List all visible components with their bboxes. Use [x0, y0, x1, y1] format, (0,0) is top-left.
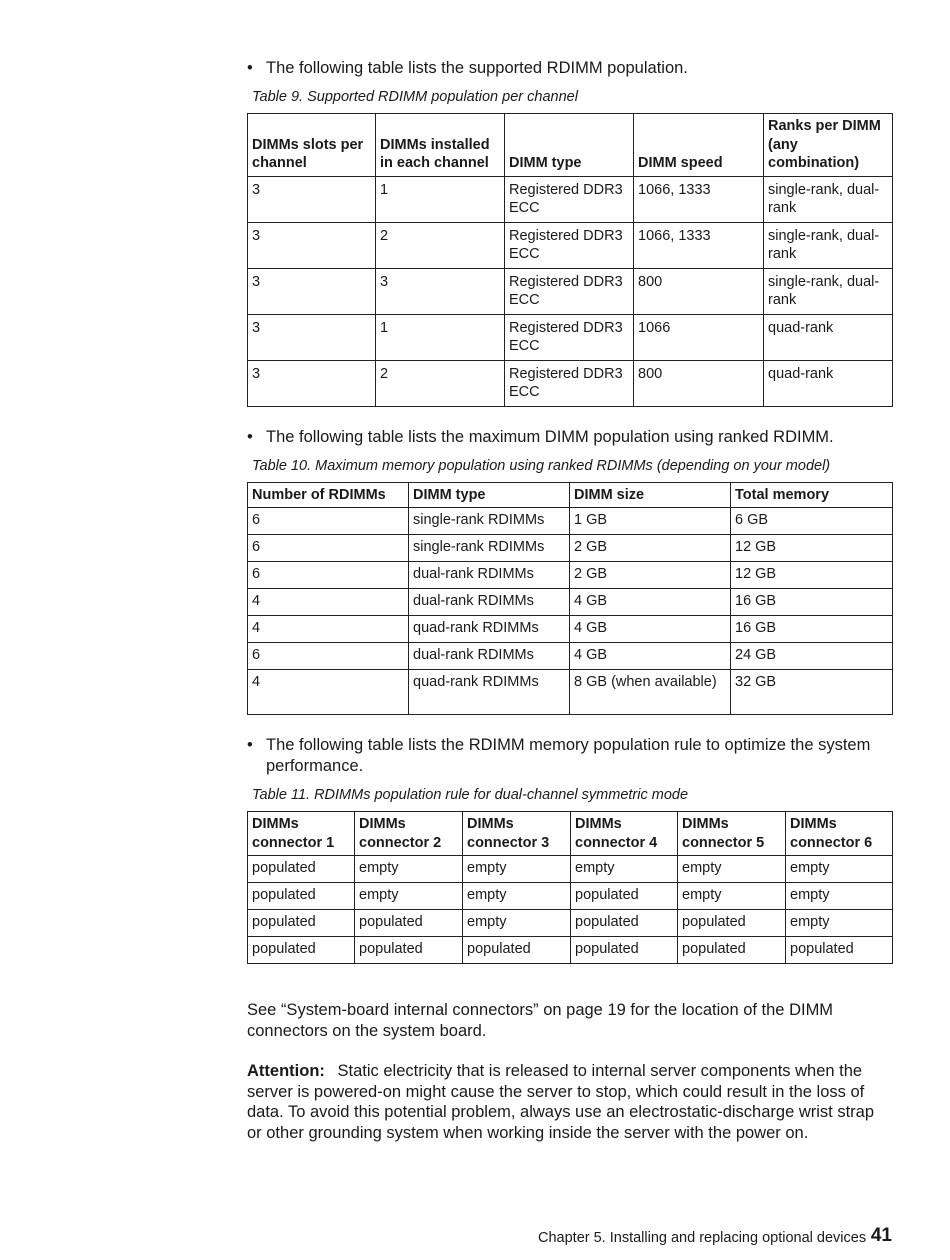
table-cell: single-rank RDIMMs — [409, 508, 570, 535]
table-cell: 24 GB — [731, 643, 893, 670]
table11-header-cell: DIMMs connector 4 — [571, 812, 678, 856]
table-cell: 12 GB — [731, 562, 893, 589]
table-cell: populated — [571, 883, 678, 910]
table-cell: Registered DDR3 ECC — [505, 360, 634, 406]
attention-label: Attention: — [247, 1062, 325, 1080]
table-cell: populated — [248, 883, 355, 910]
table-cell: single-rank, dual-rank — [764, 176, 893, 222]
table-row — [248, 670, 893, 715]
table-cell: 3 — [376, 268, 505, 314]
table-cell: empty — [786, 910, 893, 937]
table-cell: 2 GB — [570, 535, 731, 562]
table11-header-cell: DIMMs connector 2 — [355, 812, 463, 856]
table9-header-cell: DIMM speed — [634, 114, 764, 177]
table-cell: Registered DDR3 ECC — [505, 314, 634, 360]
table-cell: populated — [571, 910, 678, 937]
table-cell: quad-rank RDIMMs — [409, 670, 570, 715]
table-row — [248, 176, 893, 222]
table-cell: empty — [678, 856, 786, 883]
table-cell: Registered DDR3 ECC — [505, 268, 634, 314]
table-cell: 6 — [248, 562, 409, 589]
attention-paragraph — [247, 1061, 892, 1143]
table-cell: 3 — [248, 360, 376, 406]
table-header-row — [248, 482, 893, 508]
table-cell: populated — [786, 937, 893, 964]
table-row — [248, 535, 893, 562]
table-cell: empty — [463, 856, 571, 883]
table9-caption: Table 9. Supported RDIMM population per channel — [252, 89, 578, 105]
table-cell: dual-rank RDIMMs — [409, 643, 570, 670]
table-cell: 3 — [248, 314, 376, 360]
table-row — [248, 937, 893, 964]
table-cell: 1 GB — [570, 508, 731, 535]
table-cell: 800 — [634, 268, 764, 314]
table-cell: 4 — [248, 670, 409, 715]
bullet-intro-table9 — [247, 58, 892, 79]
table-row — [248, 589, 893, 616]
table9-header-cell: DIMMs installed in each channel — [376, 114, 505, 177]
table-cell: 2 GB — [570, 562, 731, 589]
table9-header-cell: Ranks per DIMM (any combination) — [764, 114, 893, 177]
bullet-dot: • — [247, 427, 253, 446]
table-cell: 800 — [634, 360, 764, 406]
table-row — [248, 883, 893, 910]
table-cell: 4 GB — [570, 616, 731, 643]
table-row — [248, 360, 893, 406]
table-cell: 2 — [376, 222, 505, 268]
table11-caption: Table 11. RDIMMs population rule for dual-channel symmetric mode — [252, 787, 689, 803]
attention-text: Static electricity that is released to internal server components when the server is powered-on might cause the server to stop, which could result in the loss of data. To avoid this potential problem, always use an electrostatic-discharge wrist strap or other grounding system when working inside the server with the power on. — [247, 1062, 875, 1142]
intro-table10-text: The following table lists the maximum DIMM population using ranked RDIMM. — [266, 427, 834, 446]
table-cell: quad-rank RDIMMs — [409, 616, 570, 643]
table-cell: empty — [571, 856, 678, 883]
table-cell: 6 — [248, 535, 409, 562]
table-cell: single-rank, dual-rank — [764, 222, 893, 268]
table-cell: 4 — [248, 616, 409, 643]
table-cell: 8 GB (when available) — [570, 670, 731, 715]
table-header-row — [248, 812, 893, 856]
table-cell: 12 GB — [731, 535, 893, 562]
page-number: 41 — [870, 1225, 892, 1246]
table-cell: empty — [355, 883, 463, 910]
table-cell: empty — [463, 910, 571, 937]
table-row — [248, 508, 893, 535]
table-cell: populated — [571, 937, 678, 964]
table-cell: 3 — [248, 268, 376, 314]
table9-header-cell: DIMM type — [505, 114, 634, 177]
table-cell: 3 — [248, 222, 376, 268]
table-cell: 2 — [376, 360, 505, 406]
table-cell: single-rank, dual-rank — [764, 268, 893, 314]
table-row — [248, 222, 893, 268]
table-cell: quad-rank — [764, 360, 893, 406]
table9-header-cell: DIMMs slots per channel — [248, 114, 376, 177]
table11-header-cell: DIMMs connector 6 — [786, 812, 893, 856]
table-cell: 16 GB — [731, 616, 893, 643]
table-header-row — [248, 114, 893, 177]
page-content — [247, 58, 892, 1143]
table-cell: 1066, 1333 — [634, 176, 764, 222]
table10-header-cell: Number of RDIMMs — [248, 482, 409, 508]
table-cell: dual-rank RDIMMs — [409, 589, 570, 616]
table-cell: 6 — [248, 643, 409, 670]
footer-chapter-title: Chapter 5. Installing and replacing optional devices — [538, 1230, 867, 1246]
table-cell: 1 — [376, 176, 505, 222]
table-cell: 1066 — [634, 314, 764, 360]
table-cell: 4 GB — [570, 643, 731, 670]
bullet-intro-table11 — [247, 735, 892, 777]
table-cell: 32 GB — [731, 670, 893, 715]
table10-caption: Table 10. Maximum memory population using ranked RDIMMs (depending on your model) — [252, 457, 831, 474]
table-row — [248, 910, 893, 937]
table10-header-cell: DIMM size — [570, 482, 731, 508]
table10-max-memory-population — [247, 482, 893, 716]
table-cell: 3 — [248, 176, 376, 222]
table-cell: empty — [786, 856, 893, 883]
table11-header-cell: DIMMs connector 5 — [678, 812, 786, 856]
table-cell: quad-rank — [764, 314, 893, 360]
table-cell: empty — [463, 883, 571, 910]
table-cell: populated — [678, 910, 786, 937]
table-cell: 1066, 1333 — [634, 222, 764, 268]
table-cell: 4 — [248, 589, 409, 616]
table-cell: empty — [786, 883, 893, 910]
table-cell: single-rank RDIMMs — [409, 535, 570, 562]
table11-header-cell: DIMMs connector 1 — [248, 812, 355, 856]
table-cell: 16 GB — [731, 589, 893, 616]
table-cell: populated — [463, 937, 571, 964]
table-row — [248, 616, 893, 643]
table10-header-cell: DIMM type — [409, 482, 570, 508]
table-cell: empty — [355, 856, 463, 883]
intro-table9-text: The following table lists the supported RDIMM population. — [266, 59, 688, 77]
table-cell: 1 — [376, 314, 505, 360]
table-row — [248, 314, 893, 360]
table-cell: 6 — [248, 508, 409, 535]
table-cell: Registered DDR3 ECC — [505, 222, 634, 268]
table11-header-cell: DIMMs connector 3 — [463, 812, 571, 856]
table-cell: populated — [248, 937, 355, 964]
table-cell: populated — [248, 856, 355, 883]
table-cell: dual-rank RDIMMs — [409, 562, 570, 589]
intro-table11-text: The following table lists the RDIMM memory population rule to optimize the system performance. — [266, 736, 871, 775]
bullet-dot: • — [247, 736, 253, 754]
table10-header-cell: Total memory — [731, 482, 893, 508]
table-cell: populated — [248, 910, 355, 937]
see-also-paragraph: See “System-board internal connectors” on page 19 for the location of the DIMM connectors on the system board. — [247, 1001, 834, 1040]
table-cell: populated — [678, 937, 786, 964]
bullet-intro-table10 — [247, 427, 892, 448]
table9-rdimm-population — [247, 113, 893, 407]
table-cell: 4 GB — [570, 589, 731, 616]
table-cell: populated — [355, 937, 463, 964]
table-row — [248, 268, 893, 314]
table-row — [248, 562, 893, 589]
table-row — [248, 643, 893, 670]
bullet-dot: • — [247, 59, 253, 77]
table-row — [248, 856, 893, 883]
table-cell: empty — [678, 883, 786, 910]
table-cell: 6 GB — [731, 508, 893, 535]
table-cell: populated — [355, 910, 463, 937]
table11-population-rule — [247, 811, 893, 964]
table-cell: Registered DDR3 ECC — [505, 176, 634, 222]
